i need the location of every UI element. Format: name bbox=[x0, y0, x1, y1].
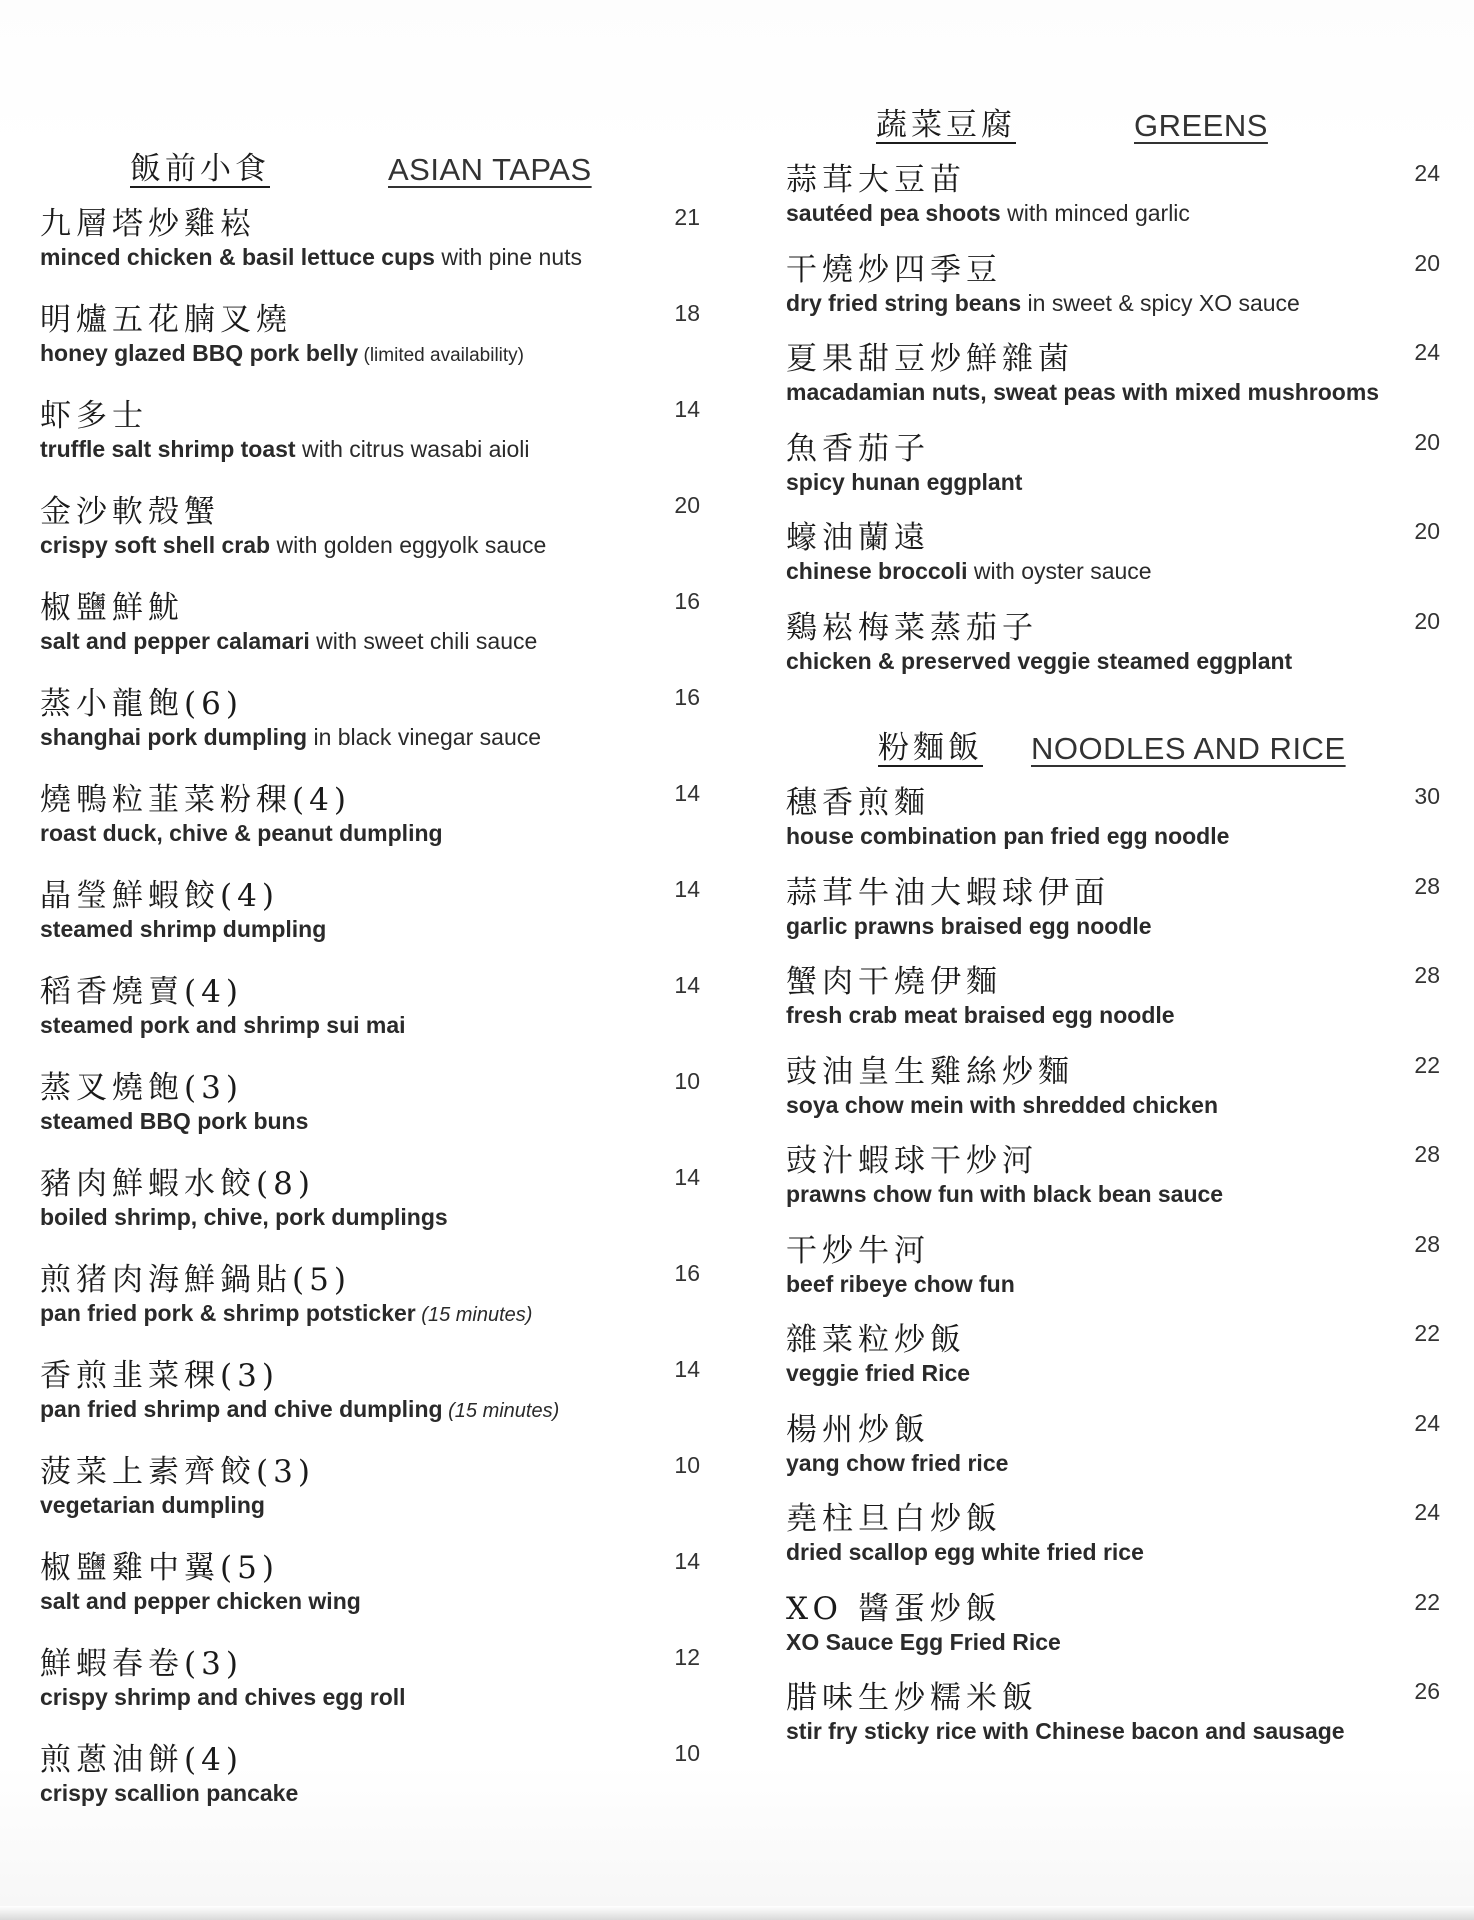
item-name-zh: 豉汁蝦球干炒河 bbox=[786, 1143, 1038, 1179]
item-name-zh: 燒鴨粒韮菜粉稞(4) bbox=[40, 782, 351, 818]
scan-edge bbox=[0, 1906, 1474, 1920]
item-price: 20 bbox=[1414, 249, 1440, 276]
item-name-en: steamed BBQ pork buns bbox=[40, 1108, 309, 1134]
item-name-zh: XO 醬蛋炒飯 bbox=[786, 1590, 1002, 1627]
item-description bbox=[40, 532, 546, 559]
menu-item bbox=[40, 1540, 700, 1636]
item-detail: with citrus wasabi aioli bbox=[295, 436, 530, 462]
item-detail: (limited availability) bbox=[358, 345, 525, 366]
item-name-zh: 椒鹽鮮魷 bbox=[40, 590, 184, 626]
menu-item bbox=[786, 152, 1440, 242]
item-name-zh: 香煎韭菜稞(3) bbox=[40, 1358, 279, 1394]
menu-item bbox=[786, 1044, 1440, 1134]
item-price: 14 bbox=[674, 1164, 700, 1190]
item-name-en: steamed pork and shrimp sui mai bbox=[40, 1012, 406, 1038]
menu-item bbox=[786, 1670, 1440, 1760]
menu-item bbox=[786, 1133, 1440, 1223]
menu-item bbox=[40, 772, 700, 868]
item-price: 28 bbox=[1414, 1141, 1440, 1167]
section-title-zh: 飯前小食 bbox=[130, 151, 270, 187]
item-description bbox=[40, 916, 326, 943]
item-name-zh: 蒜茸大豆苗 bbox=[786, 162, 966, 198]
section-title-en: ASIAN TAPAS bbox=[388, 152, 592, 187]
item-name-zh: 金沙軟殻蟹 bbox=[40, 494, 220, 530]
menu-item bbox=[40, 1252, 700, 1348]
item-name-en: yang chow fried rice bbox=[786, 1449, 1009, 1476]
item-description bbox=[786, 648, 1292, 675]
item-price: 16 bbox=[674, 684, 700, 710]
menu-item bbox=[40, 1636, 700, 1732]
item-name-en: spicy hunan eggplant bbox=[786, 468, 1023, 495]
item-description bbox=[40, 436, 530, 463]
item-price: 10 bbox=[674, 1452, 700, 1478]
item-price: 20 bbox=[674, 492, 700, 518]
item-name-zh: 豬肉鮮蝦水餃(8) bbox=[40, 1166, 315, 1202]
item-description bbox=[40, 244, 582, 271]
item-name-en: crispy soft shell crab bbox=[40, 532, 271, 558]
item-name-zh: 蒸小龍飽(6) bbox=[40, 686, 243, 722]
item-price: 24 bbox=[1414, 1409, 1440, 1436]
item-name-zh: 稻香燒賣(4) bbox=[40, 974, 243, 1010]
item-price: 14 bbox=[674, 396, 700, 422]
item-description bbox=[786, 290, 1300, 317]
item-detail: with oyster sauce bbox=[967, 558, 1152, 584]
item-description bbox=[40, 1780, 298, 1807]
noodles-header bbox=[786, 719, 1440, 767]
item-name-en: chicken & preserved veggie steamed eggplant bbox=[786, 647, 1293, 674]
greens-list bbox=[786, 152, 1440, 689]
item-price: 14 bbox=[674, 876, 700, 902]
menu-item bbox=[40, 388, 700, 484]
item-name-zh: 魚香茄子 bbox=[786, 430, 930, 467]
item-name-zh: 煎蔥油餅(4) bbox=[40, 1742, 243, 1778]
item-price: 20 bbox=[1414, 607, 1440, 634]
item-name-en: dry fried string beans bbox=[786, 289, 1022, 316]
item-price: 10 bbox=[674, 1068, 700, 1094]
menu-item bbox=[786, 865, 1440, 955]
item-price: 20 bbox=[1414, 428, 1440, 455]
item-name-en: XO Sauce Egg Fried Rice bbox=[786, 1628, 1061, 1655]
item-name-en: beef ribeye chow fun bbox=[786, 1270, 1015, 1297]
menu-item bbox=[40, 292, 700, 388]
item-description bbox=[786, 1271, 1015, 1298]
menu-item bbox=[40, 1444, 700, 1540]
item-description bbox=[40, 1684, 406, 1711]
item-description bbox=[786, 1718, 1345, 1745]
item-description bbox=[786, 558, 1152, 585]
item-description bbox=[786, 1360, 970, 1387]
item-detail: in sweet & spicy XO sauce bbox=[1021, 289, 1300, 316]
item-description bbox=[40, 1012, 406, 1039]
item-name-zh: 蒸叉燒飽(3) bbox=[40, 1070, 243, 1106]
item-description bbox=[786, 1450, 1008, 1477]
item-name-zh: 椒鹽雞中翼(5) bbox=[40, 1550, 279, 1586]
menu-item bbox=[786, 242, 1440, 332]
menu-item bbox=[786, 1223, 1440, 1313]
item-description bbox=[786, 1181, 1223, 1208]
item-name-zh: 穗香煎麵 bbox=[786, 785, 930, 821]
menu-item bbox=[40, 964, 700, 1060]
item-price: 26 bbox=[1414, 1678, 1440, 1704]
item-description bbox=[786, 200, 1190, 227]
section-title-en: NOODLES AND RICE bbox=[1031, 731, 1346, 766]
item-name-en: pan fried pork & shrimp potsticker bbox=[40, 1300, 416, 1326]
menu-item bbox=[786, 331, 1440, 421]
item-description bbox=[40, 628, 537, 655]
item-price: 28 bbox=[1414, 962, 1440, 988]
item-name-zh: 菠菜上素齊餃(3) bbox=[40, 1454, 315, 1490]
item-name-zh: 蠔油蘭遠 bbox=[786, 520, 930, 556]
item-name-en: prawns chow fun with black bean sauce bbox=[786, 1181, 1224, 1207]
item-name-zh: 鮮蝦春卷(3) bbox=[40, 1646, 243, 1682]
item-name-zh: 蟹肉干燒伊麵 bbox=[786, 964, 1002, 1000]
greens-header bbox=[786, 96, 1440, 144]
item-name-zh: 明爐五花腩叉燒 bbox=[40, 302, 292, 338]
item-price: 22 bbox=[1414, 1320, 1440, 1346]
item-name-en: dried scallop egg white fried rice bbox=[786, 1539, 1144, 1565]
item-price: 28 bbox=[1414, 872, 1440, 899]
item-description bbox=[786, 823, 1229, 850]
item-name-en: honey glazed BBQ pork belly bbox=[40, 340, 359, 366]
item-name-en: fresh crab meat braised egg noodle bbox=[786, 1002, 1175, 1028]
item-price: 16 bbox=[674, 588, 700, 614]
item-price: 10 bbox=[674, 1740, 700, 1766]
item-name-en: boiled shrimp, chive, pork dumplings bbox=[40, 1204, 448, 1230]
menu-item bbox=[40, 1156, 700, 1252]
item-name-zh: 煎猪肉海鮮鍋貼(5) bbox=[40, 1262, 351, 1298]
item-detail: with minced garlic bbox=[1000, 200, 1190, 226]
item-name-en: macadamian nuts, sweat peas with mixed mushrooms bbox=[786, 379, 1380, 405]
menu-item bbox=[786, 1312, 1440, 1402]
item-name-zh: 楊州炒飯 bbox=[786, 1411, 930, 1448]
item-name-en: stir fry sticky rice with Chinese bacon and sausage bbox=[786, 1718, 1345, 1744]
item-price: 14 bbox=[674, 1548, 700, 1574]
asian-tapas-header bbox=[40, 140, 700, 188]
menu-item bbox=[786, 775, 1440, 865]
item-name-zh: 鷄崧梅菜蒸茄子 bbox=[786, 609, 1038, 646]
menu-item bbox=[40, 1060, 700, 1156]
item-price: 18 bbox=[674, 300, 700, 326]
item-price: 22 bbox=[1414, 1051, 1440, 1078]
item-name-zh: 干炒牛河 bbox=[786, 1232, 930, 1269]
item-name-zh: 雜菜粒炒飯 bbox=[786, 1322, 966, 1358]
item-name-en: house combination pan fried egg noodle bbox=[786, 823, 1230, 849]
menu-item bbox=[40, 580, 700, 676]
item-description bbox=[40, 1300, 532, 1327]
menu-item bbox=[786, 1491, 1440, 1581]
section-title-en: GREENS bbox=[1134, 108, 1268, 143]
left-column bbox=[40, 140, 700, 1828]
item-price: 22 bbox=[1414, 1588, 1440, 1615]
item-name-en: sautéed pea shoots bbox=[786, 200, 1001, 226]
item-name-zh: 堯柱旦白炒飯 bbox=[786, 1501, 1002, 1537]
item-price: 20 bbox=[1414, 518, 1440, 544]
item-description bbox=[786, 379, 1379, 406]
menu-item bbox=[786, 510, 1440, 600]
noodles-list bbox=[786, 775, 1440, 1760]
item-name-en: salt and pepper calamari bbox=[40, 628, 310, 654]
item-detail: with sweet chili sauce bbox=[309, 628, 538, 654]
menu-item bbox=[40, 484, 700, 580]
item-name-en: pan fried shrimp and chive dumpling bbox=[40, 1396, 443, 1422]
item-price: 28 bbox=[1414, 1230, 1440, 1257]
item-description bbox=[40, 724, 541, 751]
item-name-en: minced chicken & basil lettuce cups bbox=[40, 244, 435, 270]
item-name-en: crispy scallion pancake bbox=[40, 1780, 299, 1806]
item-name-zh: 腊味生炒糯米飯 bbox=[786, 1680, 1038, 1716]
item-detail: (15 minutes) bbox=[442, 1400, 560, 1422]
item-name-zh: 虾多士 bbox=[40, 398, 148, 434]
item-detail: with golden eggyolk sauce bbox=[270, 532, 547, 558]
item-description bbox=[786, 1092, 1218, 1119]
item-name-zh: 蒜茸牛油大蝦球伊面 bbox=[786, 874, 1110, 911]
menu-item bbox=[40, 1732, 700, 1828]
item-detail: (15 minutes) bbox=[415, 1304, 533, 1326]
item-price: 14 bbox=[674, 780, 700, 806]
item-price: 24 bbox=[1414, 160, 1440, 186]
item-name-zh: 夏果甜豆炒鮮雜菌 bbox=[786, 341, 1074, 377]
item-description bbox=[40, 1396, 559, 1423]
item-price: 30 bbox=[1414, 783, 1440, 809]
item-price: 24 bbox=[1414, 1499, 1440, 1525]
item-description bbox=[786, 913, 1152, 940]
menu-item bbox=[40, 196, 700, 292]
item-price: 21 bbox=[674, 204, 700, 230]
item-name-zh: 豉油皇生雞絲炒麵 bbox=[786, 1053, 1074, 1090]
item-description bbox=[40, 1108, 308, 1135]
item-name-en: steamed shrimp dumpling bbox=[40, 916, 327, 942]
item-description bbox=[40, 820, 443, 847]
item-name-zh: 九層塔炒雞崧 bbox=[40, 206, 256, 242]
item-name-en: salt and pepper chicken wing bbox=[40, 1588, 361, 1614]
item-detail: in black vinegar sauce bbox=[307, 724, 542, 750]
item-price: 24 bbox=[1414, 339, 1440, 365]
item-description bbox=[786, 1539, 1144, 1566]
menu-item bbox=[786, 1402, 1440, 1492]
asian-tapas-list bbox=[40, 196, 700, 1828]
item-price: 12 bbox=[674, 1644, 700, 1670]
item-name-en: vegetarian dumpling bbox=[40, 1492, 265, 1518]
item-name-en: veggie fried Rice bbox=[786, 1360, 971, 1386]
item-description bbox=[40, 340, 524, 367]
item-price: 14 bbox=[674, 972, 700, 998]
menu-item bbox=[40, 868, 700, 964]
right-column bbox=[786, 96, 1440, 1760]
item-name-en: truffle salt shrimp toast bbox=[40, 436, 296, 462]
item-price: 14 bbox=[674, 1356, 700, 1382]
item-name-en: shanghai pork dumpling bbox=[40, 724, 308, 750]
menu-item bbox=[786, 600, 1440, 690]
item-detail: with pine nuts bbox=[434, 244, 582, 270]
item-name-en: roast duck, chive & peanut dumpling bbox=[40, 820, 443, 846]
menu-item bbox=[786, 954, 1440, 1044]
item-price: 16 bbox=[674, 1260, 700, 1286]
item-name-en: garlic prawns braised egg noodle bbox=[786, 912, 1152, 939]
section-title-zh: 粉麵飯 bbox=[878, 730, 983, 766]
item-description bbox=[40, 1588, 361, 1615]
menu-item bbox=[786, 421, 1440, 511]
item-name-en: chinese broccoli bbox=[786, 558, 968, 584]
item-description bbox=[40, 1204, 448, 1231]
menu-item bbox=[40, 676, 700, 772]
item-name-en: soya chow mein with shredded chicken bbox=[786, 1091, 1219, 1118]
item-name-en: crispy shrimp and chives egg roll bbox=[40, 1684, 406, 1710]
section-title-zh: 蔬菜豆腐 bbox=[876, 107, 1016, 143]
item-description bbox=[786, 1002, 1175, 1029]
item-description bbox=[786, 1629, 1061, 1656]
item-description bbox=[40, 1492, 265, 1519]
item-name-zh: 干燒炒四季豆 bbox=[786, 251, 1002, 288]
item-description bbox=[786, 469, 1022, 496]
item-name-zh: 晶瑩鮮蝦餃(4) bbox=[40, 878, 279, 914]
menu-item bbox=[40, 1348, 700, 1444]
menu-item bbox=[786, 1581, 1440, 1671]
